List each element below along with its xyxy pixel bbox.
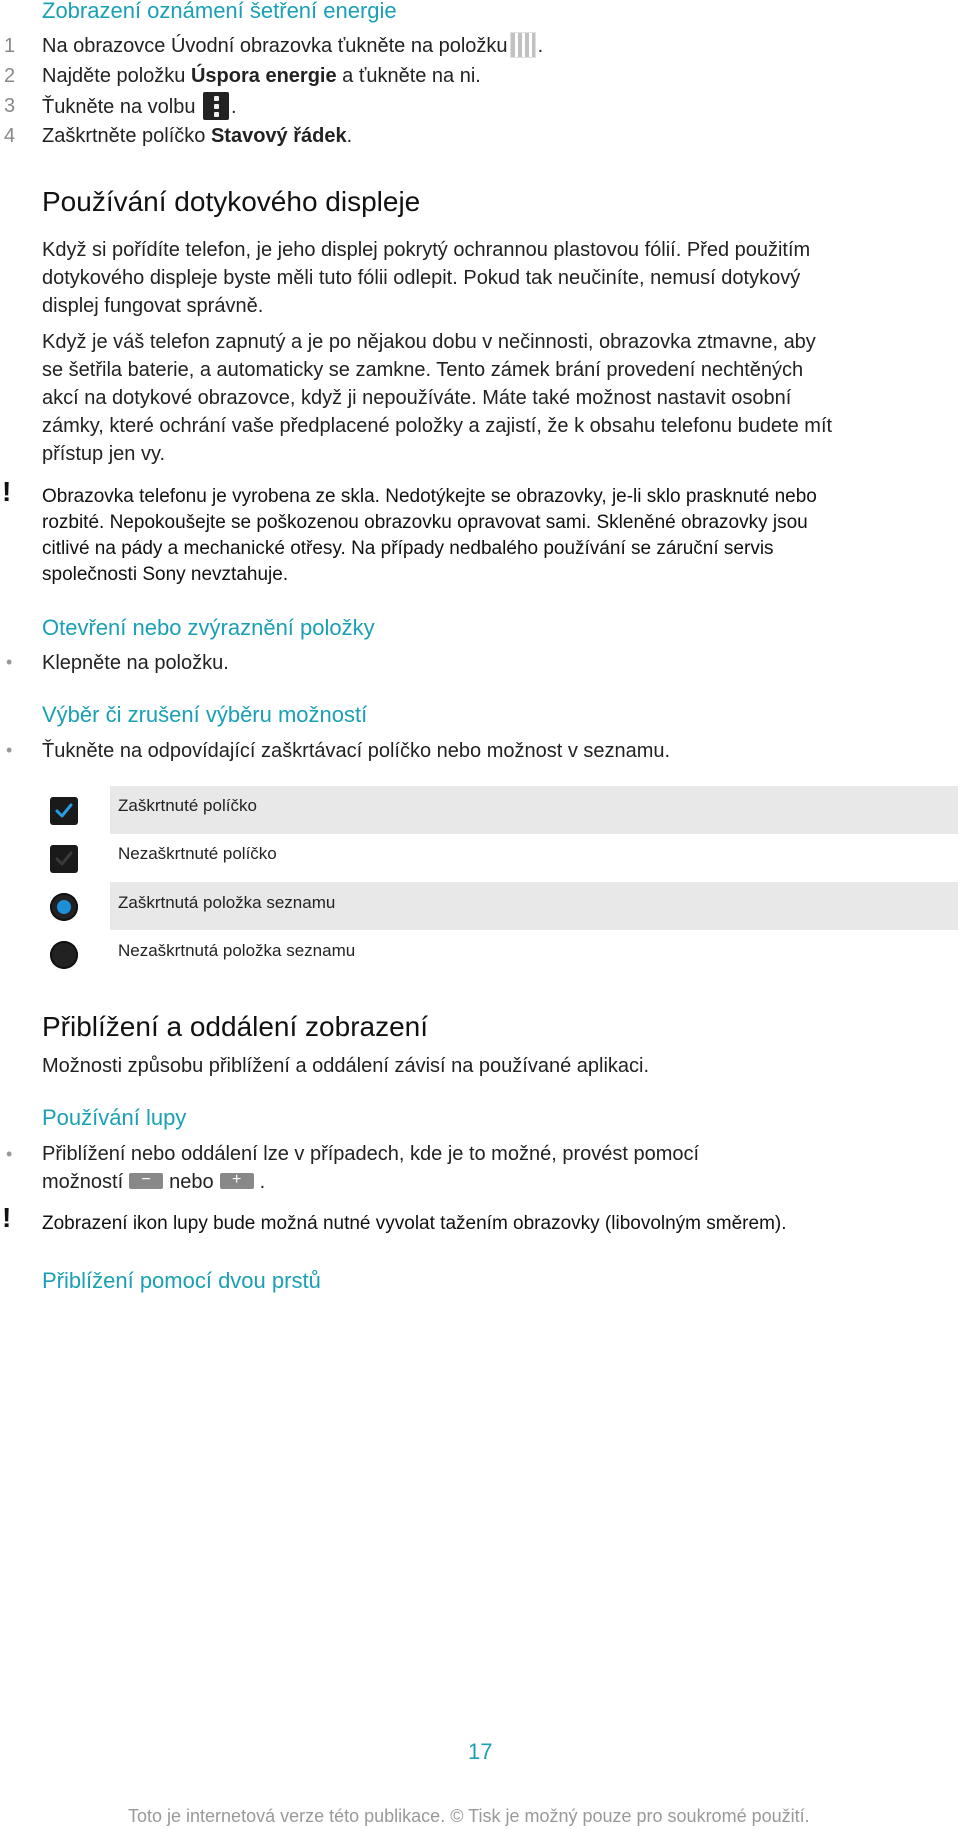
step-text [42,62,481,90]
instruction-tap-item: Klepněte na položku. [42,652,229,674]
option-label: Zaškrtnutá položka seznamu [118,893,336,912]
warning-glass-screen [42,484,957,588]
zoom-in-icon [220,1173,254,1189]
warning-line: společnosti Sony nevztahuje. [42,564,289,585]
plus-sign: + [231,1171,242,1188]
warning-line: citlivé na pády a mechanické otřesy. Na případy nedbalého používání se záruční servis [42,538,774,559]
step-number: 4 [4,125,16,147]
step-2 [0,62,960,92]
section-title-touchscreen: Používání dotykového displeje [42,186,421,217]
warning-icon: ! [2,1202,12,1233]
instruction-zoom-buttons [42,1140,942,1196]
step-4 [0,122,960,152]
step-4-post: . [346,125,353,147]
paragraph-line: zámky, které ochrání vaše předplacené položky a zajistí, že k obsahu telefonu budete mít [42,415,833,437]
minus-sign: − [141,1171,151,1188]
paragraph-line [42,1168,942,1196]
warning-magnifier: Zobrazení ikon lupy bude možná nutné vyvolat tažením obrazovky (libovolným směrem). [42,1213,787,1234]
step-2-text: Najděte položku [42,65,191,87]
apps-grid-icon [510,32,536,58]
text-options: možností [42,1171,124,1193]
step-3-text: Ťukněte na volbu [42,96,196,118]
paragraph-line: Přiblížení nebo oddálení lze v případech, kde je to možné, provést pomocí [42,1143,700,1165]
step-text [42,32,543,60]
step-1 [0,32,960,62]
checked-checkbox-icon [50,797,78,825]
bullet: • [6,1144,13,1164]
text-or: nebo [169,1171,214,1193]
bullet: • [6,652,13,672]
step-4-bold: Stavový řádek [210,125,347,147]
step-3-post: . [231,96,237,118]
instruction-tap-checkbox: Ťukněte na odpovídající zaškrtávací políčko nebo možnost v seznamu. [42,740,671,762]
section-title-magnifier: Používání lupy [42,1105,187,1130]
step-number: 1 [4,35,16,57]
warning-icon: ! [2,476,12,507]
warning-line: Obrazovka telefonu je vyrobena ze skla. Nedotýkejte se obrazovky, je-li sklo prasknuté nebo [42,486,817,507]
text-period: . [259,1171,266,1193]
paragraph-line: Když si pořídíte telefon, je jeho displej pokrytý ochrannou plastovou fólií. Před použitím [42,239,811,261]
warning-line: rozbité. Nepokoušejte se poškozenou obrazovku opravovat sami. Skleněné obrazovky jsou [42,512,808,533]
paragraph-line: přístup jen vy. [42,443,166,465]
step-number: 2 [4,65,16,87]
unchecked-checkbox-icon [50,845,78,873]
step-text [42,92,237,121]
option-label: Zaškrtnuté políčko [118,796,257,815]
step-3 [0,92,960,122]
step-2-post: a ťukněte na ni. [336,65,481,87]
page-number: 17 [468,1739,493,1764]
paragraph-line: se šetřila baterie, a automaticky se zamkne. Tento zámek brání provedení nechtěných [42,359,804,381]
bullet: • [6,740,13,760]
zoom-out-icon [129,1173,163,1189]
step-1-text: Na obrazovce Úvodní obrazovka ťukněte na položku [42,35,508,57]
selected-radio-icon [50,893,78,921]
option-label: Nezaškrtnutá položka seznamu [118,941,356,960]
step-1-post: . [537,35,544,57]
unselected-radio-icon [50,941,78,969]
step-number: 3 [4,95,16,117]
step-text [42,122,352,150]
step-4-text: Zaškrtněte políčko [42,125,211,147]
paragraph-line: dotykového displeje byste měli tuto fólii odlepit. Pokud tak neučiníte, nemusí dotykový [42,267,801,289]
section-title-pinch-zoom: Přiblížení pomocí dvou prstů [42,1268,321,1293]
paragraph-zoom: Možnosti způsobu přiblížení a oddálení závisí na používané aplikaci. [42,1055,650,1077]
option-label: Nezaškrtnuté políčko [118,844,277,863]
paragraph-line: akcí na dotykové obrazovce, když ji nepoužíváte. Máte také možnost nastavit osobní [42,387,792,409]
menu-icon [203,92,229,120]
paragraph-line: displej fungovat správně. [42,295,264,317]
section-title-zoom: Přiblížení a oddálení zobrazení [42,1011,429,1042]
section-title-open-item: Otevření nebo zvýraznění položky [42,615,375,640]
paragraph-screen-lock [42,328,952,468]
step-2-bold: Úspora energie [190,65,337,87]
paragraph-line: Když je váš telefon zapnutý a je po nějakou dobu v nečinnosti, obrazovka ztmavne, aby [42,331,816,353]
footer-note: Toto je internetová verze této publikace. © Tisk je možný pouze pro soukromé použití. [128,1806,810,1826]
paragraph-protective-film [42,236,952,320]
steps-list [0,32,960,152]
section-title-power-notification: Zobrazení oznámení šetření energie [42,0,397,23]
section-title-select-options: Výběr či zrušení výběru možností [42,702,368,727]
